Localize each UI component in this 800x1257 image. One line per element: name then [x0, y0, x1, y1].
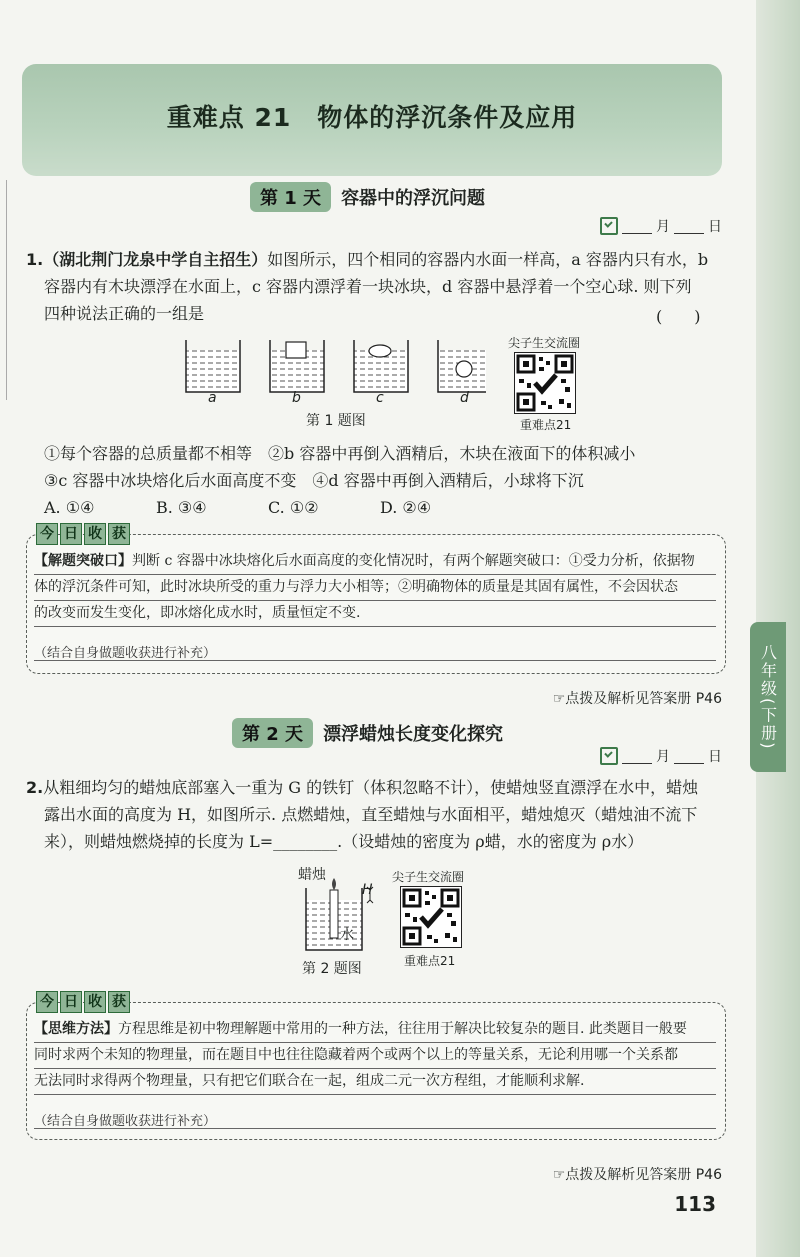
day1-header — [250, 182, 485, 212]
qr-code-icon[interactable] — [400, 886, 462, 948]
day1-answer-ref[interactable]: ☞点拨及解析见答案册 P46 — [552, 691, 722, 707]
question-2: 2.从粗细均匀的蜡烛底部塞入一重为 G 的铁钉（体积忽略不计），使蜡烛竖直漂浮在水中，蜡烛 露出水面的高度为 H，如图所示. 点燃蜡烛，直至蜡烛与水面相平，蜡烛熄灭（蜡烛油不流下 来），则蜡烛燃烧掉的长度为 L=________.（设蜡烛的密度为 ρ蜡，水的密度为 ρ水） — [26, 778, 699, 851]
day1-harvest-tag: 今 日 收 获 — [36, 523, 130, 545]
fig2-label-h: H — [362, 882, 373, 898]
fig-label-c: c — [376, 390, 384, 406]
statements-1: ①每个容器的总质量都不相等 ②b 容器中再倒入酒精后，木块在液面下的体积减小 ③c 容器中冰块熔化后水面高度不变 ④d 容器中再倒入酒精后，小球将下沉 — [44, 444, 636, 490]
margin-line — [6, 180, 7, 400]
day-blank[interactable] — [674, 749, 704, 764]
figure-1-containers — [176, 336, 486, 408]
rule-line — [34, 626, 716, 627]
month-blank[interactable] — [622, 749, 652, 764]
day2-answer-ref[interactable]: ☞点拨及解析见答案册 P46 — [552, 1167, 722, 1183]
option-b[interactable]: B. ③④ — [156, 498, 207, 517]
rule-line — [34, 1042, 716, 1043]
day1-badge: 第 1 天 — [250, 182, 331, 212]
option-c[interactable]: C. ①② — [268, 498, 319, 517]
container-c — [354, 340, 408, 392]
fig2-label-candle: 蜡烛 — [298, 867, 326, 883]
fig-label-b: b — [292, 390, 301, 406]
day2-date-row: 月 日 — [600, 746, 722, 766]
qr1-bottom-label: 重难点21 — [520, 418, 572, 432]
calendar-check-icon — [600, 747, 618, 765]
day2-supplement: （结合自身做题收获进行补充） — [34, 1114, 217, 1129]
day-blank[interactable] — [674, 219, 704, 234]
fig-label-d: d — [460, 390, 469, 406]
qr1-top-label: 尖子生交流圈 — [508, 336, 581, 350]
day1-tip: 【解题突破口】判断 c 容器中冰块熔化后水面高度的变化情况时，有两个解题突破口：①受力分析，依据物 体的浮沉条件可知，此时冰块所受的重力与浮力大小相等；②明确物体的质量是其固有属性，不会因状态 的改变而发生变化，即冰熔化成水时，质量恒定不变. — [34, 553, 695, 621]
fig-label-a: a — [208, 390, 217, 406]
options-row — [44, 498, 492, 517]
option-a[interactable]: A. ①④ — [44, 498, 95, 517]
answer-paren[interactable]: ( ) — [656, 307, 701, 326]
qr2-bottom-label: 重难点21 — [404, 954, 456, 968]
day2-tip: 【思维方法】方程思维是初中物理解题中常用的一种方法，往往用于解决比较复杂的题目. 此类题目一般要 同时求两个未知的物理量，而在题目中也往往隐藏着两个或两个以上的等量关系，无论利用哪一个关系都 无法同时求得两个物理量，只有把它们联合在一起，组成二元一次方程组，才能顺利求解. — [34, 1021, 687, 1089]
container-a — [186, 340, 240, 392]
rule-line — [34, 1068, 716, 1069]
rule-line — [34, 1094, 716, 1095]
grade-side-tab: 八年级(下册) — [750, 622, 786, 772]
question-1: 1.（湖北荆门龙泉中学自主招生）如图所示，四个相同的容器内水面一样高，a 容器内只有水，b 容器内有木块漂浮在水面上，c 容器内漂浮着一块冰块，d 容器中悬浮着一个空心球. 则下列 四种说法正确的一组是 — [26, 250, 709, 323]
calendar-check-icon — [600, 217, 618, 235]
rule-line — [34, 600, 716, 601]
rule-line — [34, 574, 716, 575]
qr-code-icon[interactable] — [514, 352, 576, 414]
day2-title: 漂浮蜡烛长度变化探究 — [323, 724, 504, 745]
day2-harvest-tag: 今 日 收 获 — [36, 991, 130, 1013]
fig2-label-water: 水 — [340, 927, 354, 943]
container-b — [270, 340, 324, 392]
day1-date-row: 月 日 — [600, 216, 722, 236]
page-title: 重难点 21 物体的浮沉条件及应用 — [166, 103, 578, 132]
day1-title: 容器中的浮沉问题 — [341, 188, 486, 209]
month-blank[interactable] — [622, 219, 652, 234]
container-d — [438, 340, 486, 392]
figure-2-caption: 第 2 题图 — [302, 961, 362, 977]
day1-supplement: （结合自身做题收获进行补充） — [34, 646, 217, 661]
page-number: 113 — [674, 1192, 716, 1216]
figure-1-caption: 第 1 题图 — [306, 413, 366, 429]
day2-badge: 第 2 天 — [232, 718, 313, 748]
option-d[interactable]: D. ②④ — [380, 498, 432, 517]
qr2-top-label: 尖子生交流圈 — [392, 870, 465, 884]
day2-header — [232, 718, 503, 748]
